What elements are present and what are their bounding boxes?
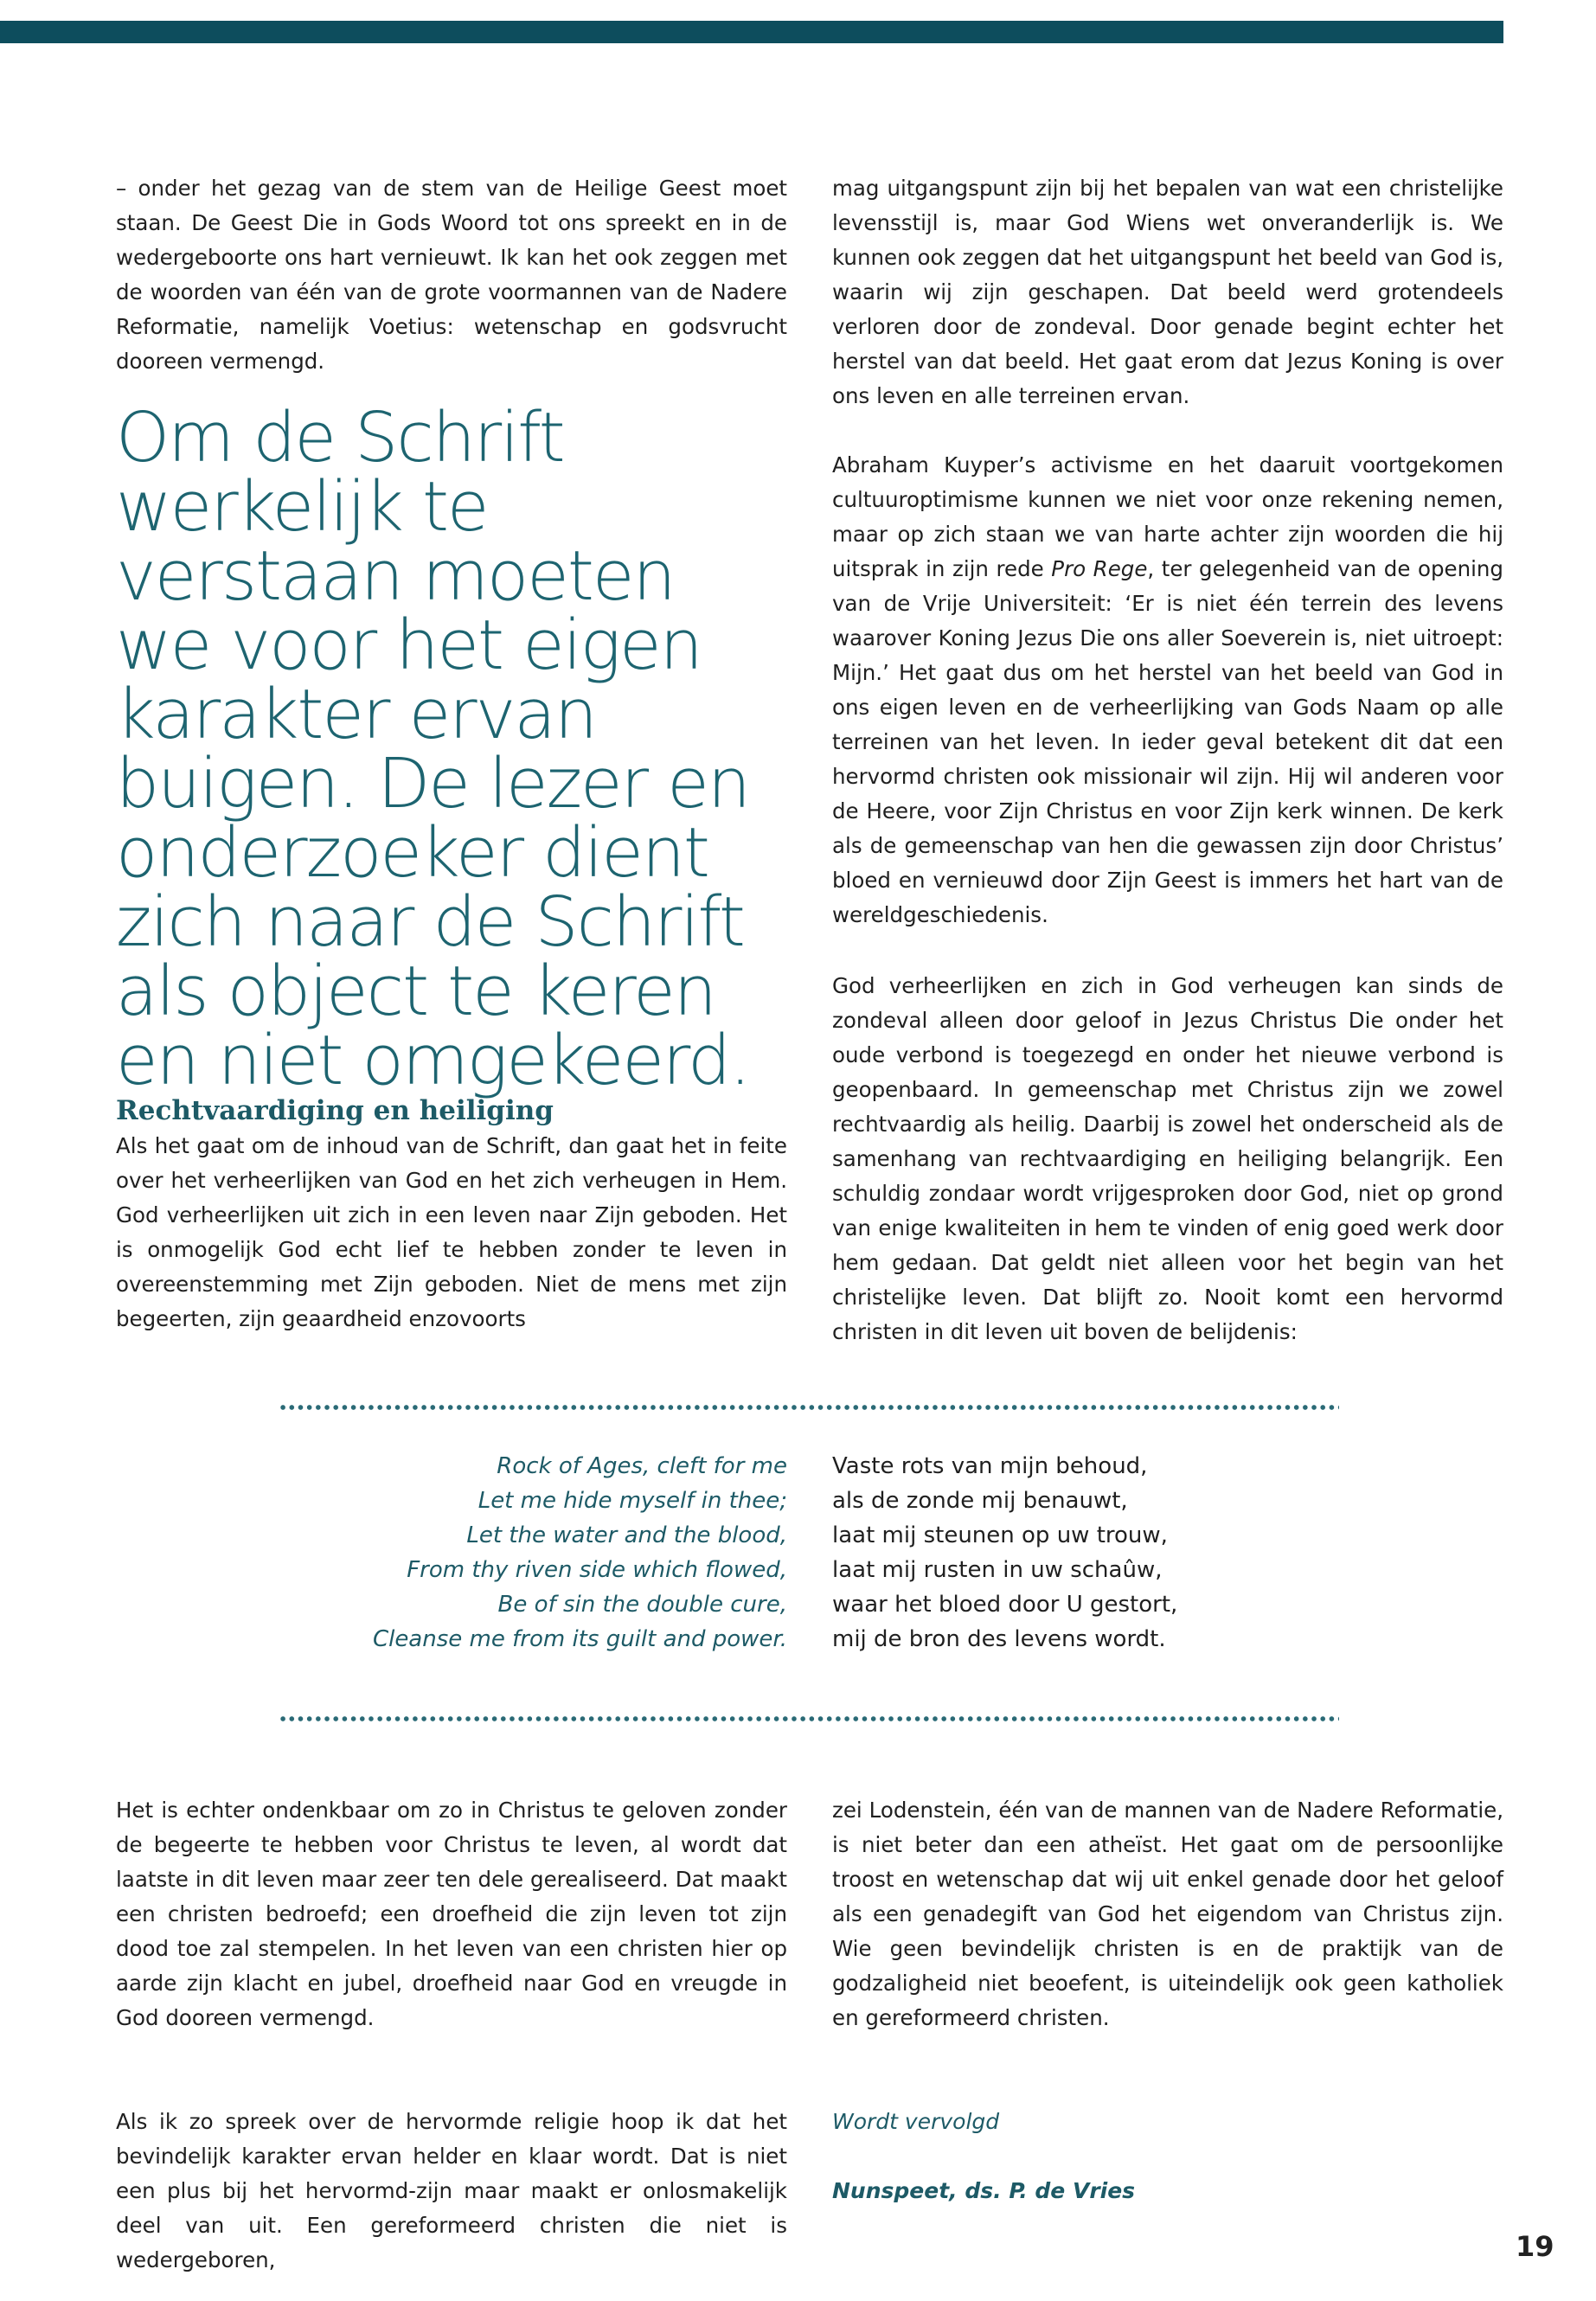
right-column-p3 xyxy=(832,969,1503,1349)
bottom-left-p2 xyxy=(116,2105,787,2278)
left-intro-block xyxy=(116,171,787,379)
continued-note: Wordt vervolgd xyxy=(832,2109,1000,2134)
poem-dutch-line: waar het bloed door U gestort, xyxy=(832,1592,1178,1618)
author-block xyxy=(832,2174,1503,2208)
page-number: 19 xyxy=(1516,2230,1554,2263)
bottom-left-paragraph-1: Het is echter ondenkbaar om zo in Christus te geloven zonder de begeerte te hebben voor Christus te leven, al wordt dat laatste in dit leven maar zeer ten dele gerealiseerd. Dat maakt een christen bedroefd; een droefheid die zijn leven tot zijn dood toe zal stempelen. In het leven van een christen hier op aarde zijn klacht en jubel, droefheid naar God en vreugde in God dooreen vermengd. xyxy=(116,1798,787,2030)
author-signature: Nunspeet, ds. P. de Vries xyxy=(832,2178,1136,2203)
poem-english-line: From thy riven side which flowed, xyxy=(407,1557,787,1583)
top-color-bar xyxy=(0,21,1503,43)
poem-english-line: Cleanse me from its guilt and power. xyxy=(372,1626,787,1652)
poem-dutch-line: als de zonde mij benauwt, xyxy=(832,1488,1128,1514)
pro-rege-title: Pro Rege xyxy=(1051,556,1148,581)
section-paragraph: Als het gaat om de inhoud van de Schrift, dan gaat het in feite over het verheerlijken van God en het zich verheugen in Hem. God verheerlijken uit zich in een leven naar Zijn geboden. Het is onmogelijk God echt lief te hebben zonder te leven in overeenstemming met Zijn geboden. Niet de mens met zijn begeerten, zijn geaardheid enzovoorts xyxy=(116,1133,787,1331)
section-block xyxy=(116,1093,787,1336)
right-paragraph-3: God verheerlijken en zich in God verheugen kan sinds de zondeval alleen door geloof in Jezus Christus Die onder het oude verbond is toegezegd en onder het nieuwe verbond is geopenbaard. In gemeenschap met Christus zijn we zowel rechtvaardig als heilig. Daarbij is zowel het onderscheid als de samenhang van rechtvaardiging en heiliging belangrijk. Een schuldig zondaar wordt vrijgesproken door God, niet op grond van enige kwaliteiten in hem te vinden of enig goed werk door hem gedaan. Dat geldt niet alleen voor het begin van het christelijke leven. Dat blijft zo. Nooit komt een hervormd christen in dit leven uit boven de belijdenis: xyxy=(832,973,1503,1344)
dotted-divider-top xyxy=(279,1404,1339,1411)
poem-english-line: Rock of Ages, cleft for me xyxy=(497,1453,787,1479)
right-paragraph-2-b: , ter gelegenheid van de opening van de Vrije Universiteit: ‘Er is niet één terrein des levens waarover Koning Jezus Die ons aller Soeverein is, niet uitroept: Mijn.’ Het gaat dus om het herstel van het beeld van God in ons eigen leven en de verheerlijking van Gods Naam op alle terreinen van het leven. In ieder geval betekent dit dat een hervormd christen ook missionair wil zijn. Hij wil anderen voor de Heere, voor Zijn Christus en voor Zijn kerk winnen. De kerk als de gemeenschap van hen die gewassen zijn door Christus’ bloed en vernieuwd door Zijn Geest is immers het hart van de wereldgeschiedenis. xyxy=(832,556,1503,927)
right-column-p1 xyxy=(832,171,1503,413)
poem-dutch-line: Vaste rots van mijn behoud, xyxy=(832,1453,1148,1479)
bottom-left-paragraph-2: Als ik zo spreek over de hervormde religie hoop ik dat het bevindelijk karakter ervan helder en klaar wordt. Dat is niet een plus bij het hervormd-zijn maar maakt er onlosmakelijk deel van uit. Een gereformeerd christen die niet is wedergeboren, xyxy=(116,2109,787,2272)
poem-english-line: Let the water and the blood, xyxy=(466,1522,787,1548)
dotted-divider-bottom xyxy=(279,1715,1339,1722)
poem-dutch xyxy=(832,1449,1177,1657)
section-heading: Rechtvaardiging en heiliging xyxy=(116,1095,554,1126)
right-paragraph-2 xyxy=(832,448,1503,933)
pull-quote: Om de Schrift werkelijk te verstaan moeten we voor het eigen karakter ervan buigen. De lezer en onderzoeker dient zich naar de Schrift als object te keren en niet omgekeerd. xyxy=(116,398,750,1100)
bottom-right-paragraph-1: zei Lodenstein, één van de mannen van de Nadere Reformatie, is niet beter dan een atheïst. Het gaat om de persoonlijke troost en wetenschap dat wij uit enkel genade door het geloof als een genadegift van God het eigendom van Christus zijn. Wie geen bevindelijk christen is en de praktijk van de godzaligheid niet beoefent, is uiteindelijk ook geen katholiek en gereformeerd christen. xyxy=(832,1798,1503,2030)
poem-english-line: Let me hide myself in thee; xyxy=(478,1488,787,1514)
right-paragraph-1: mag uitgangspunt zijn bij het bepalen van wat een christelijke levensstijl is, maar God Wiens wet onveranderlijk is. We kunnen ook zeggen dat het uitgangspunt het beeld van God is, waarin wij zijn geschapen. Dat beeld werd grotendeels verloren door de zondeval. Door genade begint echter het herstel van dat beeld. Het gaat erom dat Jezus Koning is over ons leven en alle terreinen ervan. xyxy=(832,176,1503,408)
bottom-right-p1 xyxy=(832,1793,1503,2035)
pull-quote-block xyxy=(116,398,787,1100)
poem-dutch-line: mij de bron des levens wordt. xyxy=(832,1626,1166,1652)
poem-dutch-line: laat mij rusten in uw schaûw, xyxy=(832,1557,1163,1583)
poem-dutch-line: laat mij steunen op uw trouw, xyxy=(832,1522,1168,1548)
poem-english xyxy=(373,1449,787,1657)
continued-block xyxy=(832,2105,1503,2139)
bottom-left-p1 xyxy=(116,1793,787,2035)
right-column-p2 xyxy=(832,448,1503,933)
poem-english-line: Be of sin the double cure, xyxy=(497,1592,787,1618)
left-intro-paragraph: – onder het gezag van de stem van de Heilige Geest moet staan. De Geest Die in Gods Woord tot ons spreekt en in de wedergeboorte ons hart vernieuwt. Ik kan het ook zeggen met de woorden van één van de grote voormannen van de Nadere Reformatie, namelijk Voetius: wetenschap en godsvrucht dooreen vermengd. xyxy=(116,176,787,374)
right-paragraph-2-a: Abraham Kuyper’s activisme en het daaruit voortgekomen cultuuroptimisme kunnen we niet voor onze rekening nemen, maar op zich staan we van harte achter zijn woorden die hij uitsprak in zijn rede xyxy=(832,452,1503,581)
